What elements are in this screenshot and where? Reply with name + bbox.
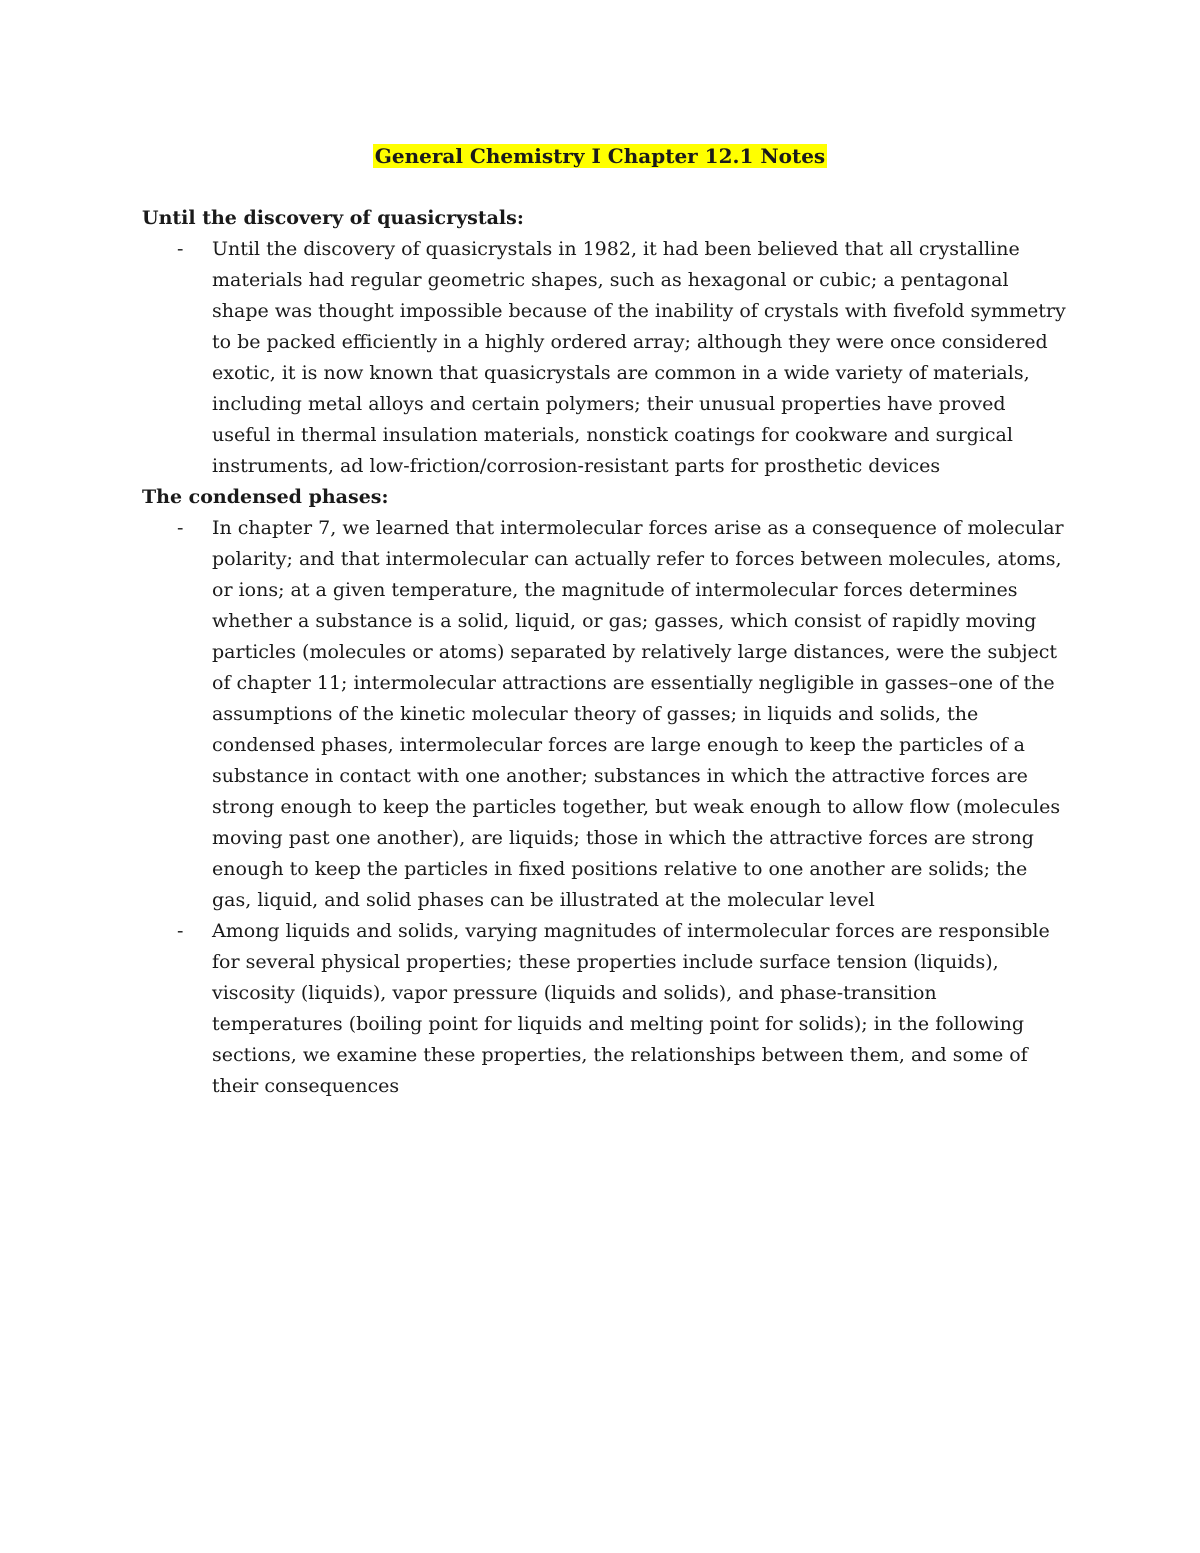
bullet-marker: - (177, 238, 184, 260)
bullet-list-condensed-phases (142, 513, 1067, 1102)
bullet-list-quasicrystals (142, 234, 1067, 482)
list-item (142, 234, 1067, 482)
bullet-text: Until the discovery of quasicrystals in 1982, it had been believed that all crystalline materials had regular geometric shapes, such as hexagonal or cubic; a pentagonal shape was thought impossible because of the inability of crystals with fivefold symmetry to be packed efficiently in a highly ordered array; although they were once considered exotic, it is now known that quasicrystals are common in a wide variety of materials, including metal alloys and certain polymers; their unusual properties have proved useful in thermal insulation materials, nonstick coatings for cookware and surgical instruments, ad low-friction/corrosion-resistant parts for prosthetic devices (212, 238, 1066, 477)
list-item (142, 513, 1067, 916)
bullet-marker: - (177, 920, 184, 942)
bullet-text: Among liquids and solids, varying magnitudes of intermolecular forces are responsible for several physical properties; these properties include surface tension (liquids), viscosity (liquids), vapor pressure (liquids and solids), and phase-transition temperatures (boiling point for liquids and melting point for solids); in the following sections, we examine these properties, the relationships between them, and some of their consequences (212, 920, 1050, 1097)
section-heading-condensed-phases: The condensed phases: (142, 486, 389, 508)
document-body (142, 203, 1067, 1102)
page-title-text: General Chemistry I Chapter 12.1 Notes (374, 144, 826, 168)
list-item (142, 916, 1067, 1102)
bullet-marker: - (177, 517, 184, 539)
section-heading-quasicrystals: Until the discovery of quasicrystals: (142, 207, 524, 229)
page-title (0, 141, 1200, 172)
bullet-text: In chapter 7, we learned that intermolecular forces arise as a consequence of molecular polarity; and that intermolecular can actually refer to forces between molecules, atoms, or ions; at a given temperature, the magnitude of intermolecular forces determines whether a substance is a solid, liquid, or gas; gasses, which consist of rapidly moving particles (molecules or atoms) separated by relatively large distances, were the subject of chapter 11; intermolecular attractions are essentially negligible in gasses–one of the assumptions of the kinetic molecular theory of gasses; in liquids and solids, the condensed phases, intermolecular forces are large enough to keep the particles of a substance in contact with one another; substances in which the attractive forces are strong enough to keep the particles together, but weak enough to allow flow (molecules moving past one another), are liquids; those in which the attractive forces are strong enough to keep the particles in fixed positions relative to one another are solids; the gas, liquid, and solid phases can be illustrated at the molecular level (212, 517, 1064, 911)
